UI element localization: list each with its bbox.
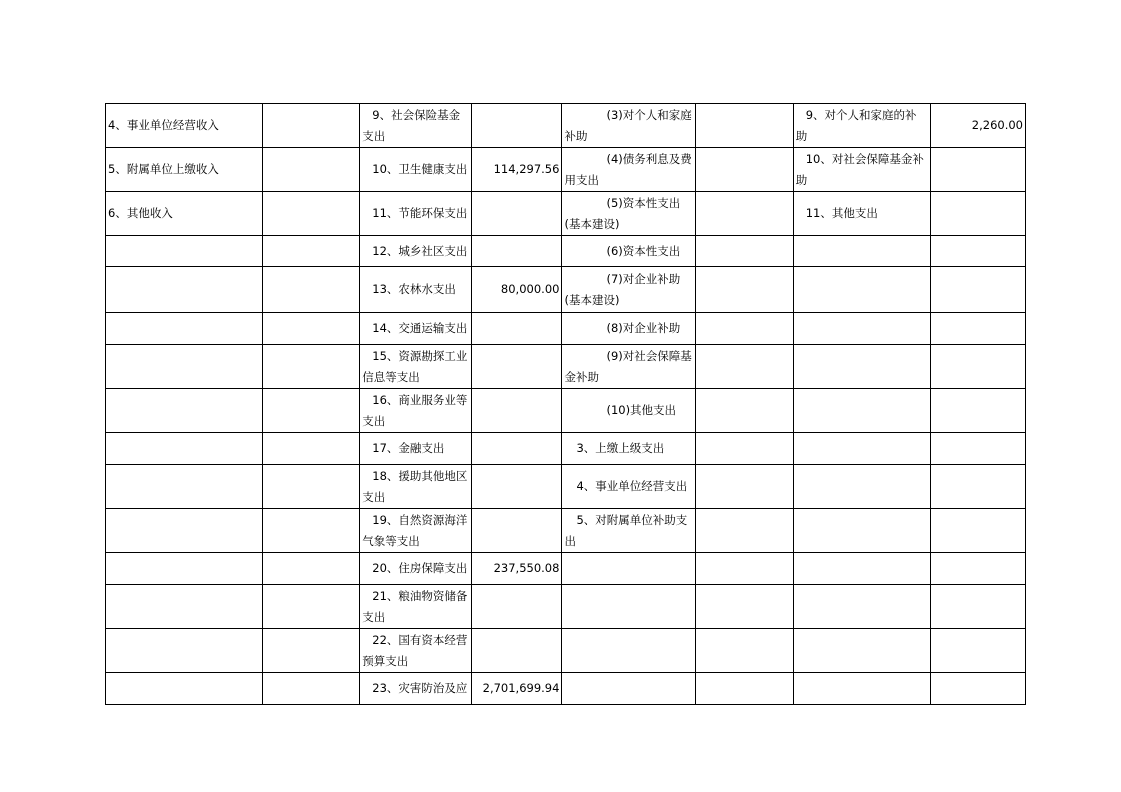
table-cell-c6 [695,629,793,673]
table-cell-c8 [930,509,1025,553]
table-row [106,236,1026,267]
table-cell-c2 [263,313,360,345]
table-cell-c1 [106,267,263,313]
table-cell-c3: 9、社会保险基金支出 [360,104,472,148]
table-cell-c7 [793,629,930,673]
table-cell-c7 [793,345,930,389]
table-cell-c3: 23、灾害防治及应 [360,673,472,705]
table-cell-c5: 4、事业单位经营支出 [562,465,695,509]
table-cell-c5: 5、对附属单位补助支出 [562,509,695,553]
table-cell-c8 [930,192,1025,236]
table-cell-c2 [263,236,360,267]
table-cell-c1 [106,433,263,465]
table-row [106,433,1026,465]
table-cell-c1 [106,313,263,345]
table-row [106,345,1026,389]
table-cell-c7 [793,509,930,553]
table-cell-c4 [472,629,562,673]
table-row [106,673,1026,705]
table-cell-c1: 4、事业单位经营收入 [106,104,263,148]
table-cell-c5: (10)其他支出 [562,389,695,433]
table-cell-c2 [263,433,360,465]
table-cell-c3: 22、国有资本经营预算支出 [360,629,472,673]
table-row [106,629,1026,673]
table-cell-c2 [263,673,360,705]
table-row [106,509,1026,553]
table-row [106,148,1026,192]
table-cell-c1: 6、其他收入 [106,192,263,236]
table-cell-c2 [263,192,360,236]
table-cell-c1 [106,465,263,509]
table-cell-c6 [695,313,793,345]
table-cell-c3: 10、卫生健康支出 [360,148,472,192]
table-cell-c4: 80,000.00 [472,267,562,313]
table-cell-c2 [263,104,360,148]
table-cell-c4 [472,433,562,465]
table-cell-c4 [472,585,562,629]
table-cell-c1 [106,585,263,629]
table-cell-c3: 16、商业服务业等支出 [360,389,472,433]
table-cell-c3: 11、节能环保支出 [360,192,472,236]
table-cell-c3: 17、金融支出 [360,433,472,465]
table-cell-c5: 3、上缴上级支出 [562,433,695,465]
table-cell-c7 [793,236,930,267]
table-cell-c5: (5)资本性支出(基本建设) [562,192,695,236]
table-cell-c2 [263,267,360,313]
table-cell-c5: (9)对社会保障基金补助 [562,345,695,389]
table-cell-c8 [930,585,1025,629]
table-cell-c1 [106,673,263,705]
table-cell-c8 [930,148,1025,192]
table-cell-c2 [263,465,360,509]
table-cell-c8 [930,313,1025,345]
table-row [106,465,1026,509]
table-cell-c1: 5、附属单位上缴收入 [106,148,263,192]
table-cell-c7 [793,465,930,509]
table-cell-c8 [930,553,1025,585]
table-cell-c3: 20、住房保障支出 [360,553,472,585]
table-cell-c8 [930,629,1025,673]
table-cell-c6 [695,192,793,236]
table-cell-c7: 9、对个人和家庭的补助 [793,104,930,148]
table-cell-c6 [695,553,793,585]
table-cell-c1 [106,509,263,553]
table-cell-c5: (7)对企业补助(基本建设) [562,267,695,313]
table-cell-c6 [695,389,793,433]
table-cell-c2 [263,629,360,673]
table-cell-c5 [562,673,695,705]
table-cell-c2 [263,389,360,433]
table-row [106,313,1026,345]
table-cell-c3: 19、自然资源海洋气象等支出 [360,509,472,553]
table-cell-c4: 237,550.08 [472,553,562,585]
table-row [106,267,1026,313]
table-cell-c1 [106,236,263,267]
table-cell-c3: 12、城乡社区支出 [360,236,472,267]
table-cell-c5: (8)对企业补助 [562,313,695,345]
table-cell-c8 [930,345,1025,389]
table-cell-c6 [695,465,793,509]
table-cell-c8 [930,673,1025,705]
table-cell-c2 [263,509,360,553]
table-cell-c3: 14、交通运输支出 [360,313,472,345]
table-cell-c7 [793,673,930,705]
table-cell-c8 [930,389,1025,433]
table-cell-c8 [930,433,1025,465]
table-cell-c4 [472,313,562,345]
table-cell-c5 [562,585,695,629]
table-cell-c6 [695,267,793,313]
table-cell-c3: 15、资源勘探工业信息等支出 [360,345,472,389]
table-row [106,389,1026,433]
table-cell-c4: 114,297.56 [472,148,562,192]
table-cell-c6 [695,585,793,629]
table-cell-c7: 11、其他支出 [793,192,930,236]
table-cell-c5: (4)债务利息及费用支出 [562,148,695,192]
table-cell-c6 [695,433,793,465]
table-cell-c5 [562,553,695,585]
table-row [106,104,1026,148]
table-cell-c2 [263,345,360,389]
table-cell-c1 [106,345,263,389]
table-cell-c3: 21、粮油物资储备支出 [360,585,472,629]
table-cell-c5: (6)资本性支出 [562,236,695,267]
budget-table [105,103,1026,705]
table-cell-c2 [263,553,360,585]
table-cell-c8 [930,236,1025,267]
table-cell-c4 [472,192,562,236]
table-cell-c7 [793,267,930,313]
table-cell-c6 [695,509,793,553]
table-body [106,104,1026,705]
table-row [106,192,1026,236]
table-cell-c1 [106,553,263,585]
table-cell-c1 [106,389,263,433]
table-cell-c5 [562,629,695,673]
table-cell-c4 [472,465,562,509]
table-cell-c4 [472,236,562,267]
table-row [106,553,1026,585]
table-cell-c1 [106,629,263,673]
table-cell-c8 [930,465,1025,509]
table-cell-c6 [695,345,793,389]
table-cell-c4 [472,104,562,148]
table-cell-c3: 13、农林水支出 [360,267,472,313]
table-cell-c4 [472,345,562,389]
table-cell-c6 [695,104,793,148]
table-cell-c2 [263,585,360,629]
table-cell-c7 [793,553,930,585]
table-cell-c5: (3)对个人和家庭补助 [562,104,695,148]
table-cell-c3: 18、援助其他地区支出 [360,465,472,509]
table-cell-c6 [695,148,793,192]
table-cell-c7 [793,585,930,629]
table-cell-c2 [263,148,360,192]
table-cell-c6 [695,236,793,267]
table-cell-c7 [793,433,930,465]
table-cell-c4 [472,389,562,433]
table-cell-c7 [793,313,930,345]
table-cell-c7: 10、对社会保障基金补助 [793,148,930,192]
table-cell-c8: 2,260.00 [930,104,1025,148]
table-cell-c7 [793,389,930,433]
table-row [106,585,1026,629]
table-cell-c4 [472,509,562,553]
table-cell-c8 [930,267,1025,313]
table-cell-c6 [695,673,793,705]
table-cell-c4: 2,701,699.94 [472,673,562,705]
